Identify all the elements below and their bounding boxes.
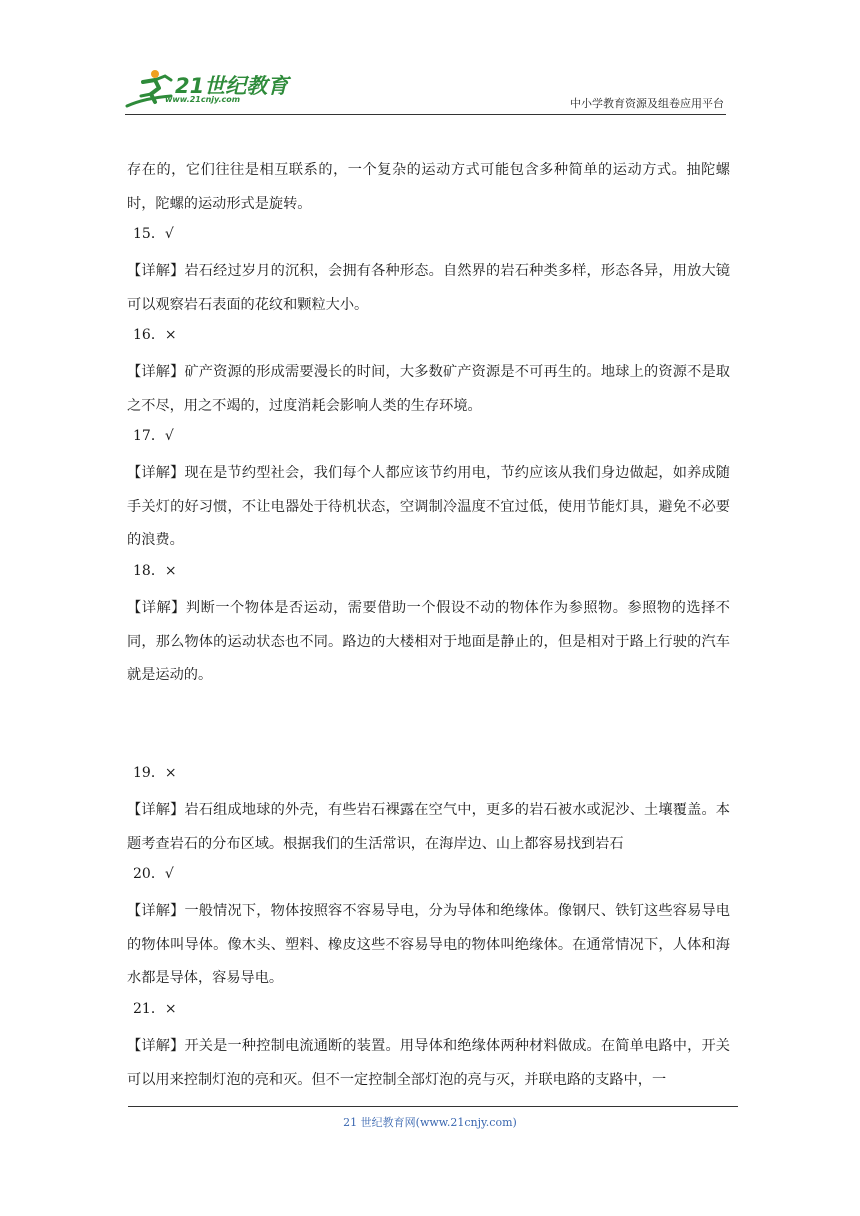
page-header <box>125 68 726 116</box>
item-number-16: 16．× <box>133 327 177 343</box>
item-detail-16: 【详解】矿产资源的形成需要漫长的时间，大多数矿产资源是不可再生的。地球上的资源不是取之不尽，用之不竭的，过度消耗会影响人类的生存环境。 <box>127 364 730 414</box>
item-detail-20: 【详解】一般情况下，物体按照容不容易导电，分为导体和绝缘体。像钢尺、铁钉这些容易导电的物体叫导体。像木头、塑料、橡皮这些不容易导电的物体叫绝缘体。在通常情况下，人体和海水都是导体，容易导电。 <box>127 903 730 986</box>
logo <box>125 68 295 114</box>
item-number-20: 20．√ <box>133 866 174 882</box>
footer-text: 21 世纪教育网(www.21cnjy.com) <box>343 1116 517 1129</box>
logo-url: www.21cnjy.com <box>165 95 241 104</box>
item-number-19: 19．× <box>133 765 177 781</box>
item-detail-17: 【详解】现在是节约型社会，我们每个人都应该节约用电，节约应该从我们身边做起，如养成随手关灯的好习惯，不让电器处于待机状态，空调制冷温度不宜过低，使用节能灯具，避免不必要的浪费。 <box>127 465 730 548</box>
item-number-17: 17．√ <box>133 428 174 444</box>
footer-divider <box>128 1106 738 1107</box>
item-number-15: 15．√ <box>133 226 174 242</box>
item-detail-15: 【详解】岩石经过岁月的沉积，会拥有各种形态。自然界的岩石种类多样，形态各异，用放大镜可以观察岩石表面的花纹和颗粒大小。 <box>127 263 730 313</box>
runner-icon <box>125 68 181 112</box>
item-number-21: 21．× <box>133 1001 177 1017</box>
item-detail-21: 【详解】开关是一种控制电流通断的装置。用导体和绝缘体两种材料做成。在简单电路中，开关可以用来控制灯泡的亮和灭。但不一定控制全部灯泡的亮与灭，并联电路的支路中，一 <box>127 1038 730 1088</box>
header-divider <box>125 114 726 115</box>
item-detail-19: 【详解】岩石组成地球的外壳，有些岩石裸露在空气中，更多的岩石被水或泥沙、土壤覆盖。本题考查岩石的分布区域。根据我们的生活常识，在海岸边、山上都容易找到岩石 <box>127 802 730 852</box>
item-number-18: 18．× <box>133 563 177 579</box>
intro-paragraph: 存在的，它们往往是相互联系的，一个复杂的运动方式可能包含多种简单的运动方式。抽陀螺时，陀螺的运动形式是旋转。 <box>127 162 730 212</box>
platform-title: 中小学教育资源及组卷应用平台 <box>570 97 724 110</box>
logo-text: 21世纪教育 <box>175 74 289 98</box>
item-detail-18: 【详解】判断一个物体是否运动，需要借助一个假设不动的物体作为参照物。参照物的选择不同，那么物体的运动状态也不同。路边的大楼相对于地面是静止的，但是相对于路上行驶的汽车就是运动的。 <box>127 600 730 683</box>
